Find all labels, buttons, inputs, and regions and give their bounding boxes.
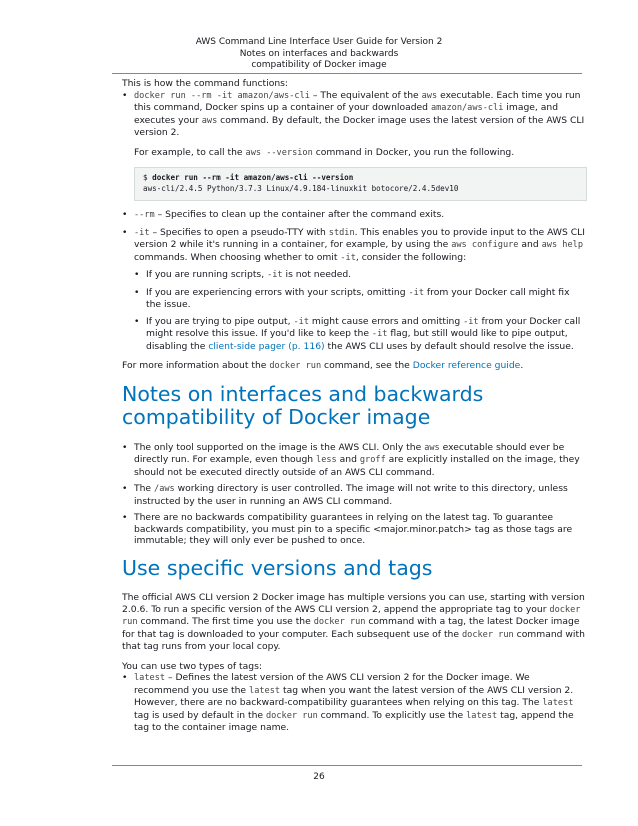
command-options-list <box>122 90 587 160</box>
section-heading-compatibility: Notes on interfaces and backwards compatibility of Docker image <box>122 381 484 429</box>
inline-code: -it <box>340 252 356 263</box>
header-guide-title: AWS Command Line Interface User Guide for Version 2 <box>195 37 443 47</box>
page-number: 26 <box>313 772 325 782</box>
list-item: • If you are trying to pipe output, -it might cause errors and omitting -it from your Docker call might resolve this issue. If you'd like to keep the -it flag, but still would like to pipe output, disabling the client-side pager (p. 116) the AWS CLI uses by default should resolve the issue. <box>134 316 587 353</box>
code-example-block[interactable] <box>134 167 587 201</box>
inline-code: stdin <box>328 227 355 238</box>
list-item: • The /aws working directory is user controlled. The image will not write to this directory, unless instructed by the user in running an AWS CLI command. <box>122 483 587 507</box>
inline-code: -it <box>463 316 479 327</box>
list-item: • --rm – Specifies to clean up the container after the command exits. <box>122 209 587 222</box>
inline-code: -it <box>408 287 424 298</box>
it-considerations-list <box>134 269 587 352</box>
inline-code: aws <box>421 90 438 101</box>
inline-code: aws <box>424 442 440 453</box>
tag-types-list <box>122 672 587 734</box>
tag-types-intro: You can use two types of tags: <box>122 660 262 672</box>
inline-code: -it <box>134 227 150 238</box>
inline-code: docker run --rm -it amazon/aws-cli <box>134 90 310 101</box>
intro-paragraph: This is how the command functions: <box>122 78 289 89</box>
inline-code: groff <box>359 455 386 465</box>
list-item: • The only tool supported on the image is the AWS CLI. Only the aws executable should ever be directly run. For example, even though less and groff are explicitly installed on the image, they should not be executed directly outside of an AWS CLI command. <box>122 442 587 479</box>
list-item <box>122 227 587 353</box>
list-item: • If you are running scripts, -it is not needed. <box>134 269 587 282</box>
inline-code: docker run <box>266 710 318 721</box>
inline-code: /aws <box>154 484 175 494</box>
item-it-description: • -it – Specifies to open a pseudo-TTY with stdin. This enables you to provide input to the AWS CLI version 2 while it's running in a container, for example, by using the aws configure and aws help commands. When choosing whether to omit -it, consider the following: <box>134 226 585 263</box>
list-item: • If you are experiencing errors with your scripts, omitting -it from your Docker call might fix the issue. <box>134 287 587 311</box>
inline-code: aws --version <box>245 147 313 158</box>
code-command: docker run --rm -it amazon/aws-cli --version <box>152 173 354 182</box>
docker-reference-guide-link[interactable]: Docker reference guide <box>412 360 521 371</box>
inline-code: --rm <box>134 210 155 220</box>
versions-paragraph: The official AWS CLI version 2 Docker image has multiple versions you can use, starting with version 2.0.6. To run a specific version of the AWS CLI version 2, append the appropriate tag to your docker run command. The first time you use the docker run command with a tag, the latest Docker image for that tag is downloaded to your computer. Each subsequent use of the docker run command with that tag runs from your local copy. <box>122 592 585 652</box>
section-heading-versions-tags: Use specific versions and tags <box>122 555 433 580</box>
inline-code: docker run <box>313 617 366 627</box>
inline-code: aws configure <box>451 240 519 250</box>
compatibility-notes-list <box>122 442 587 547</box>
client-side-pager-link[interactable]: client-side pager (p. 116) <box>208 340 325 352</box>
list-item: • There are no backwards compatibility guarantees in relying on the latest tag. To guarantee backwards compatibility, you must pin to a specific <major.minor.patch> tag as those tags are immutable; they will only ever be pushed to once. <box>122 512 587 547</box>
code-output: aws-cli/2.4.5 Python/3.7.3 Linux/4.9.184-linuxkit botocore/2.4.5dev10 <box>143 183 459 193</box>
inline-code: latest <box>542 698 574 708</box>
inline-code: -it <box>371 329 388 339</box>
inline-code: docker run <box>461 629 514 640</box>
inline-code: -it <box>267 270 283 280</box>
inline-code: amazon/aws-cli <box>430 103 504 113</box>
inline-code: latest <box>134 673 166 683</box>
code-prompt: $ <box>143 173 153 182</box>
inline-code: docker run <box>122 604 581 627</box>
running-header <box>0 37 638 72</box>
more-info-paragraph: For more information about the docker run command, see the Docker reference guide. <box>122 360 524 371</box>
inline-code: latest <box>249 685 281 696</box>
inline-code: aws help <box>541 240 584 250</box>
list-item <box>122 90 587 160</box>
header-divider <box>112 73 582 74</box>
list-item: • latest – Defines the latest version of the AWS CLI version 2 for the Docker image. We recommend you use the latest tag when you want the latest version of the AWS CLI version 2. However, there are no backward-compatibility guarantees when relying on this tag. The latest tag is used by default in the docker run command. To explicitly use the latest tag, append the tag to the container image name. <box>122 672 587 734</box>
flag-options-list <box>122 209 587 352</box>
header-section-line1: Notes on interfaces and backwards <box>239 48 399 59</box>
page-body <box>122 78 587 739</box>
inline-code: latest <box>466 710 498 721</box>
header-section-line2: compatibility of Docker image <box>251 60 387 70</box>
inline-code: docker run <box>269 361 322 371</box>
inline-code: -it <box>293 316 309 327</box>
footer-divider <box>112 765 582 766</box>
inline-code: less <box>316 455 337 465</box>
example-paragraph: For example, to call the aws --version command in Docker, you run the following. <box>134 146 515 158</box>
inline-code: aws <box>201 115 218 126</box>
item-docker-run-description: • docker run --rm -it amazon/aws-cli – The equivalent of the aws executable. Each time you run this command, Docker spins up a container of your downloaded amazon/aws-cli image, and executes your aws command. By default, the Docker image uses the latest version of the AWS CLI version 2. <box>134 89 585 138</box>
